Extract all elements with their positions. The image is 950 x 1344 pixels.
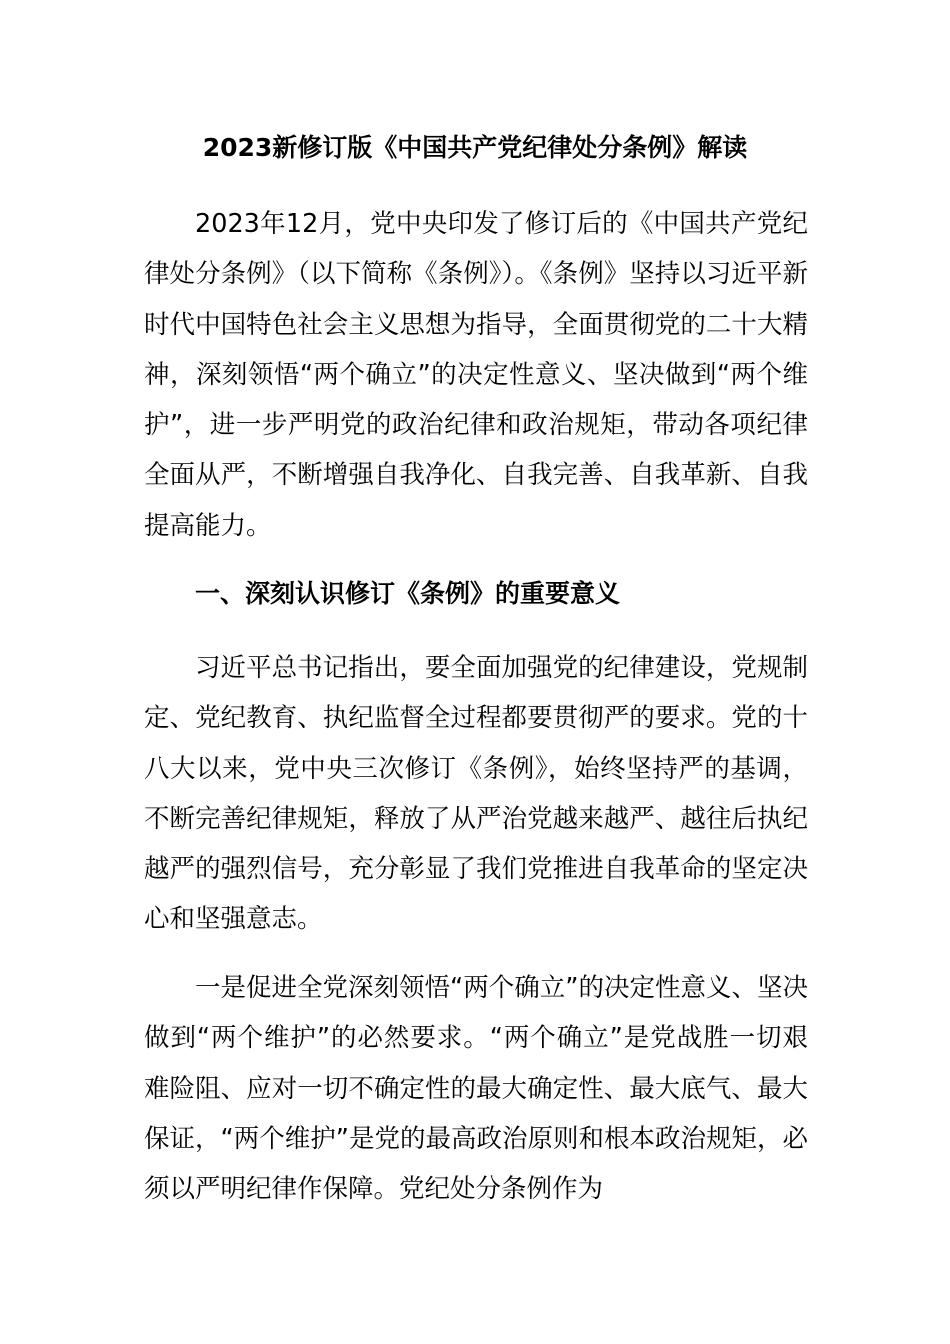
body-paragraph: 一是促进全党深刻领悟“两个确立”的决定性意义、坚决做到“两个维护”的必然要求。“两个确立”是党战胜一切艰难险阻、应对一切不确定性的最大确定性、最大底气、最大保证，“两个维护”是党的最高政治原则和根本政治规矩，必须以严明纪律作保障。党纪处分条例作为 [144, 973, 808, 1205]
body-paragraph: 习近平总书记指出，要全面加强党的纪律建设，党规制定、党纪教育、执纪监督全过程都要贯彻严的要求。党的十八大以来，党中央三次修订《条例》，始终坚持严的基调，不断完善纪律规矩，释放了从严治党越来越严、越往后执纪越严的强烈信号，充分彰显了我们党推进自我革命的坚定决心和坚强意志。 [144, 653, 808, 935]
document-title: 2023新修订版《中国共产党纪律处分条例》解读 [202, 133, 748, 162]
section-heading: 一、深刻认识修订《条例》的重要意义 [195, 579, 621, 608]
intro-paragraph: 2023年12月，党中央印发了修订后的《中国共产党纪律处分条例》（以下简称《条例》）。《条例》坚持以习近平新时代中国特色社会主义思想为指导，全面贯彻党的二十大精神，深刻领悟“两个确立”的决定性意义、坚决做到“两个维护”，进一步严明党的政治纪律和政治规矩，带动各项纪律全面从严，不断增强自我净化、自我完善、自我革新、自我提高能力。 [144, 209, 808, 541]
